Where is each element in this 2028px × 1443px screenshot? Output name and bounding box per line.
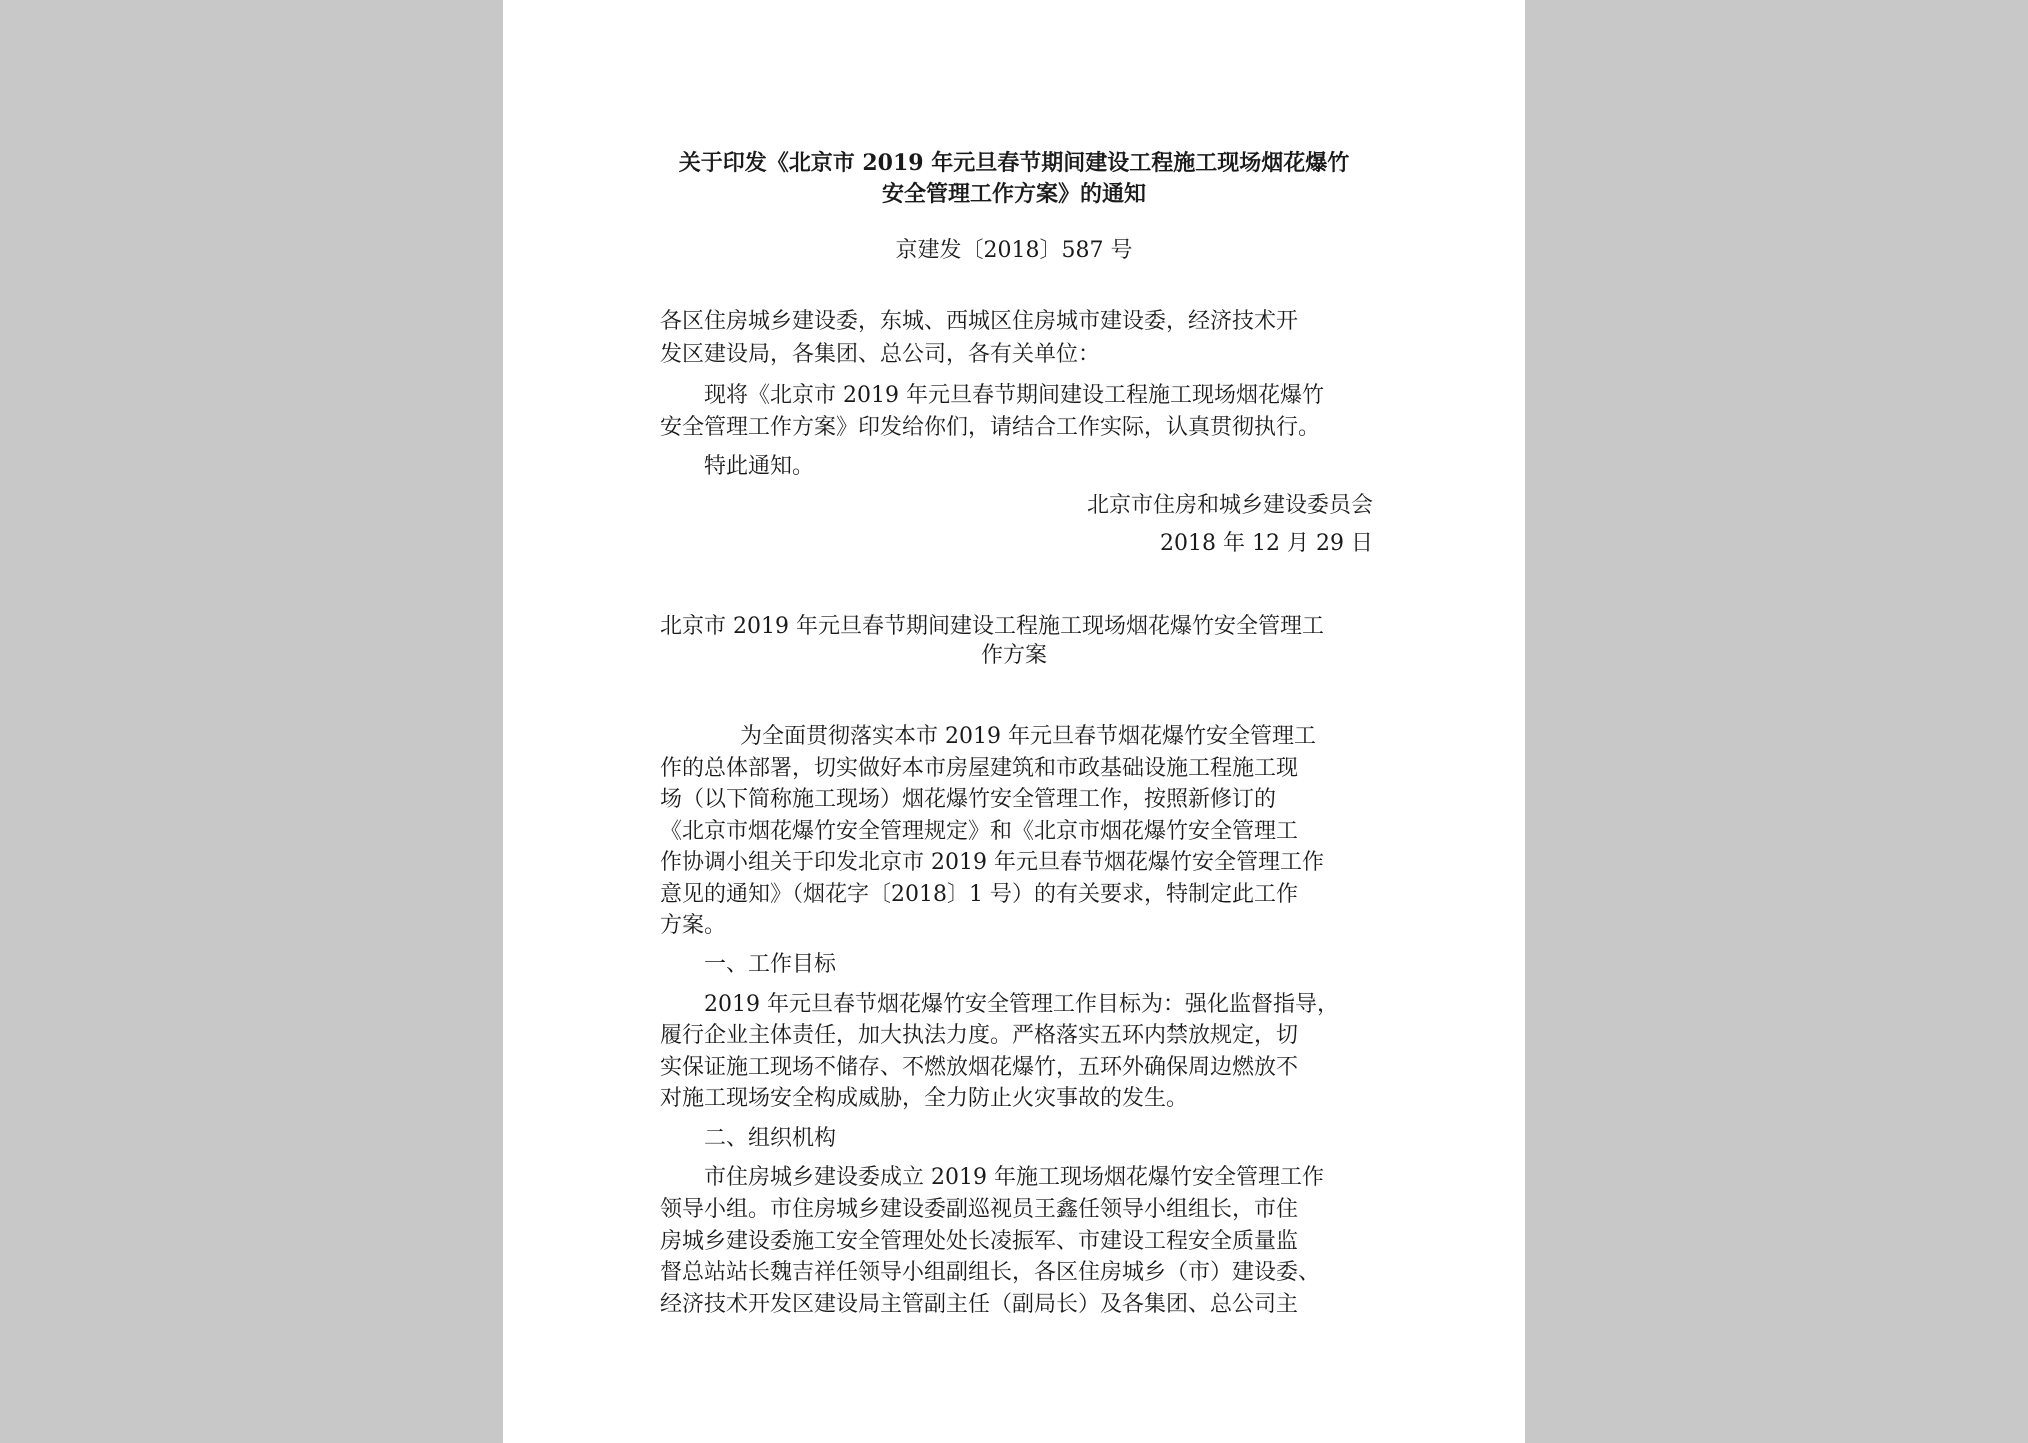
section-2-line: 领导小组。市住房城乡建设委副巡视员王鑫任领导小组组长，市住 — [660, 1197, 1299, 1222]
plan-intro-line: 为全面贯彻落实本市 2019 年元旦春节烟花爆竹安全管理工 — [740, 724, 1316, 749]
section-2-line: 经济技术开发区建设局主管副主任（副局长）及各集团、总公司主 — [660, 1292, 1299, 1317]
recipients-line-2: 发区建设局，各集团、总公司，各有关单位： — [660, 342, 1101, 367]
plan-title-line-2: 作方案 — [980, 643, 1047, 668]
section-1-line: 2019 年元旦春节烟花爆竹安全管理工作目标为：强化监督指导， — [704, 992, 1339, 1017]
issue-date: 2018 年 12 月 29 日 — [1160, 531, 1373, 556]
section-1-heading: 一、工作目标 — [704, 952, 837, 977]
notice-body-line-2: 安全管理工作方案》印发给你们，请结合工作实际，认真贯彻执行。 — [660, 415, 1321, 440]
plan-intro-line: 《北京市烟花爆竹安全管理规定》和《北京市烟花爆竹安全管理工 — [660, 819, 1299, 844]
plan-intro-line: 方案。 — [660, 913, 727, 938]
section-2-line: 督总站站长魏吉祥任领导小组副组长，各区住房城乡（市）建设委、 — [660, 1260, 1321, 1285]
plan-intro-line: 场（以下简称施工现场）烟花爆竹安全管理工作，按照新修订的 — [660, 787, 1277, 812]
plan-intro-line: 作的总体部署，切实做好本市房屋建筑和市政基础设施工程施工现 — [660, 756, 1299, 781]
notice-title-line-2: 安全管理工作方案》的通知 — [881, 181, 1146, 207]
section-2-line: 市住房城乡建设委成立 2019 年施工现场烟花爆竹安全管理工作 — [704, 1165, 1324, 1190]
plan-title-line-1: 北京市 2019 年元旦春节期间建设工程施工现场烟花爆竹安全管理工 — [660, 614, 1324, 639]
document-page — [503, 0, 1525, 1443]
section-1-line: 实保证施工现场不储存、不燃放烟花爆竹，五环外确保周边燃放不 — [660, 1055, 1299, 1080]
plan-intro-line: 作协调小组关于印发北京市 2019 年元旦春节烟花爆竹安全管理工作 — [660, 850, 1324, 875]
document-number: 京建发〔2018〕587 号 — [895, 238, 1133, 263]
section-1-line: 履行企业主体责任，加大执法力度。严格落实五环内禁放规定，切 — [660, 1023, 1299, 1048]
section-1-line: 对施工现场安全构成威胁，全力防止火灾事故的发生。 — [660, 1086, 1189, 1111]
notice-body-line-1: 现将《北京市 2019 年元旦春节期间建设工程施工现场烟花爆竹 — [704, 383, 1324, 408]
issuer-name: 北京市住房和城乡建设委员会 — [1086, 493, 1373, 518]
notice-closing: 特此通知。 — [704, 454, 815, 479]
section-2-line: 房城乡建设委施工安全管理处处长凌振军、市建设工程安全质量监 — [660, 1229, 1299, 1254]
section-2-heading: 二、组织机构 — [704, 1126, 837, 1151]
recipients-line-1: 各区住房城乡建设委，东城、西城区住房城市建设委，经济技术开 — [660, 309, 1299, 334]
notice-title-line-1: 关于印发《北京市 2019 年元旦春节期间建设工程施工现场烟花爆竹 — [678, 150, 1350, 176]
plan-intro-line: 意见的通知》（烟花字〔2018〕1 号）的有关要求，特制定此工作 — [660, 882, 1298, 907]
